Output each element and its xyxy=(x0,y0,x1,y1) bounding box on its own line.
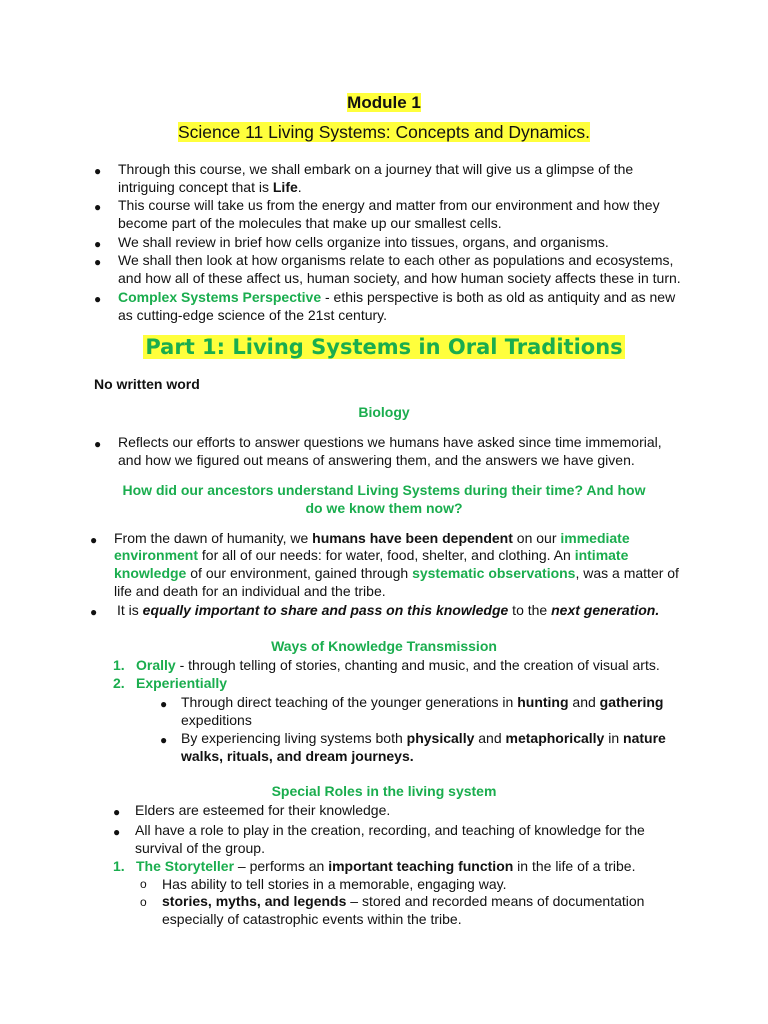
roles-item: Elders are esteemed for their knowledge. xyxy=(135,802,391,818)
bullet-icon: ● xyxy=(113,805,121,819)
bullet-icon: ● xyxy=(90,605,98,619)
question-heading-continued: do we know them now? xyxy=(305,500,463,516)
part1-heading: Part 1: Living Systems in Oral Traditions xyxy=(145,335,623,359)
bullet-icon: ● xyxy=(94,237,102,251)
sub-list-item: Through direct teaching of the younger generations in hunting and gathering xyxy=(181,694,664,710)
question-heading: How did our ancestors understand Living Systems during their time? And how xyxy=(122,482,646,498)
orally-item: Orally - through telling of stories, chanting and music, and the creation of visual arts. xyxy=(136,657,660,673)
circle-bullet-icon: o xyxy=(140,877,147,891)
bullet-icon: ● xyxy=(94,437,102,451)
bullet-icon: ● xyxy=(160,697,168,711)
no-written-word-label: No written word xyxy=(94,376,200,392)
circle-bullet-icon: o xyxy=(140,895,147,909)
dawn-text: From the dawn of humanity, we humans have been dependent on our immediate xyxy=(114,530,630,546)
list-number: 2. xyxy=(113,675,125,691)
list-number: 1. xyxy=(113,858,125,874)
dawn-text-continued: environment for all of our needs: for water, food, shelter, and clothing. An intimate xyxy=(114,547,629,563)
list-number: 1. xyxy=(113,657,125,673)
bullet-icon: ● xyxy=(160,733,168,747)
ways-heading: Ways of Knowledge Transmission xyxy=(271,638,497,654)
roles-heading: Special Roles in the living system xyxy=(271,783,497,799)
storyteller-sub-item-continued: especially of catastrophic events within the tribe. xyxy=(162,911,462,927)
list-item-continued: become part of the molecules that make up our smallest cells. xyxy=(118,215,502,231)
bullet-icon: ● xyxy=(113,825,121,839)
storyteller-sub-item: Has ability to tell stories in a memorable, engaging way. xyxy=(162,876,507,892)
roles-item: All have a role to play in the creation, recording, and teaching of knowledge for the xyxy=(135,822,645,838)
biology-text: Reflects our efforts to answer questions we humans have asked since time immemorial, xyxy=(118,434,662,450)
list-item: Through this course, we shall embark on a journey that will give us a glimpse of the xyxy=(118,161,634,177)
list-item-continued: as cutting-edge science of the 21st century. xyxy=(118,307,388,323)
sub-list-item: By experiencing living systems both physically and metaphorically in nature xyxy=(181,730,666,746)
list-item-continued: and how all of these affect us, human society, and how human society affects these in turn. xyxy=(118,270,681,286)
bullet-icon: ● xyxy=(90,533,98,547)
dawn-text-continued: knowledge of our environment, gained through systematic observations, was a matter of xyxy=(114,565,679,581)
module-subtitle: Science 11 Living Systems: Concepts and Dynamics. xyxy=(177,122,591,142)
bullet-icon: ● xyxy=(94,164,102,178)
biology-heading: Biology xyxy=(358,404,410,420)
experientially-item: Experientially xyxy=(136,675,228,691)
list-item-continued: intriguing concept that is Life. xyxy=(118,179,302,195)
storyteller-sub-item: stories, myths, and legends – stored and recorded means of documentation xyxy=(162,893,645,909)
sub-list-item-continued: expeditions xyxy=(181,712,252,728)
bullet-icon: ● xyxy=(94,255,102,269)
equally-important-text: It is equally important to share and pass on this knowledge to the next generation. xyxy=(117,602,660,618)
list-item: We shall then look at how organisms relate to each other as populations and ecosystems, xyxy=(118,252,674,268)
bullet-icon: ● xyxy=(94,200,102,214)
dawn-text-continued: life and death for an individual and the tribe. xyxy=(114,583,386,599)
list-item: This course will take us from the energy and matter from our environment and how they xyxy=(118,197,660,213)
bullet-icon: ● xyxy=(94,292,102,306)
module-title: Module 1 xyxy=(347,93,421,112)
storyteller-item: The Storyteller – performs an important teaching function in the life of a tribe. xyxy=(136,858,636,874)
list-item: Complex Systems Perspective - ethis perspective is both as old as antiquity and as new xyxy=(118,289,676,305)
list-item: We shall review in brief how cells organize into tissues, organs, and organisms. xyxy=(118,234,609,250)
biology-text-continued: and how we figured out means of answering them, and the answers we have given. xyxy=(118,452,635,468)
sub-list-item-continued: walks, rituals, and dream journeys. xyxy=(181,748,414,764)
roles-item-continued: survival of the group. xyxy=(135,840,265,856)
